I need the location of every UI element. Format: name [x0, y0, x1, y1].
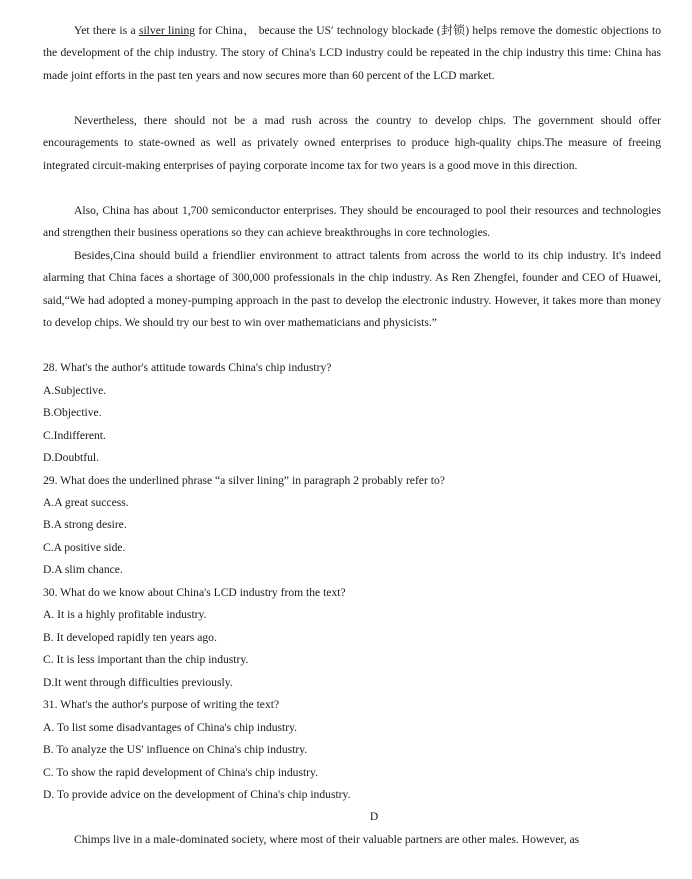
question-30-stem: 30. What do we know about China's LCD industry from the text?: [43, 586, 346, 599]
question-29-option-a: A.A great success.: [43, 496, 129, 509]
question-31-stem: 31. What's the author's purpose of writing the text?: [43, 698, 280, 711]
question-30-option-c: C. It is less important than the chip industry.: [43, 653, 249, 666]
passage-paragraph-2: Nevertheless, there should not be a mad rush across the country to develop chips. The government should offer encouragements to state-owned as well as privately owned enterprises to produce high-quality chips.The measure of freeing integrated circuit-making enterprises of paying corporate income tax for two years is a good move in this direction.: [43, 114, 661, 172]
question-28-option-b: B.Objective.: [43, 406, 102, 419]
paragraph-1-intro: Yet there is a: [74, 24, 139, 37]
passage-paragraph-1: [43, 20, 661, 87]
section-d-first-line: Chimps live in a male-dominated society, where most of their valuable partners are other males. However, as: [74, 833, 580, 846]
question-29-option-b: B.A strong desire.: [43, 518, 127, 531]
question-30-option-a: A. It is a highly profitable industry.: [43, 608, 207, 621]
question-28-option-d: D.Doubtful.: [43, 451, 100, 464]
passage-paragraph-4: Besides,Cina should build a friendlier environment to attract talents from across the world to its chip industry. It's indeed alarming that China faces a shortage of 300,000 professionals in the chip industry. As Ren Zhengfei, founder and CEO of Huawei, said,“We had adopted a money-pumping approach in the past to develop the electronic industry. However, it takes more than money to develop chips. We should try our best to win over mathematicians and physicists.”: [43, 249, 661, 330]
passage-paragraph-3: Also, China has about 1,700 semiconductor enterprises. They should be encouraged to pool their resources and technologies and strengthen their business operations so they can achieve breakthroughs in core technologies.: [43, 204, 661, 240]
paragraph-1-body: for China， because the US′ technology blockade (封锁) helps remove the domestic objections to the development of the chip industry. The story of China's LCD industry could be repeated in the chip industry this time: China has made joint efforts in the past ten years and now secures more than 60 percent of the LCD market.: [43, 24, 661, 82]
question-30-option-d: D.It went through difficulties previously.: [43, 676, 233, 689]
question-30-option-b: B. It developed rapidly ten years ago.: [43, 631, 217, 644]
question-31-option-d: D. To provide advice on the development of China's chip industry.: [43, 788, 351, 801]
question-29-option-c: C.A positive side.: [43, 541, 126, 554]
underlined-phrase: silver lining: [138, 24, 196, 37]
section-letter: D: [369, 810, 379, 823]
question-28-option-a: A.Subjective.: [43, 384, 107, 397]
question-31-option-b: B. To analyze the US' influence on China's chip industry.: [43, 743, 308, 756]
question-29-option-d: D.A slim chance.: [43, 563, 123, 576]
question-28-stem: 28. What's the author's attitude towards China's chip industry?: [43, 361, 332, 374]
question-31-option-a: A. To list some disadvantages of China's chip industry.: [43, 721, 298, 734]
question-28-option-c: C.Indifferent.: [43, 429, 106, 442]
question-29-stem: 29. What does the underlined phrase “a silver lining” in paragraph 2 probably refer to?: [43, 474, 445, 487]
question-31-option-c: C. To show the rapid development of China's chip industry.: [43, 766, 318, 779]
